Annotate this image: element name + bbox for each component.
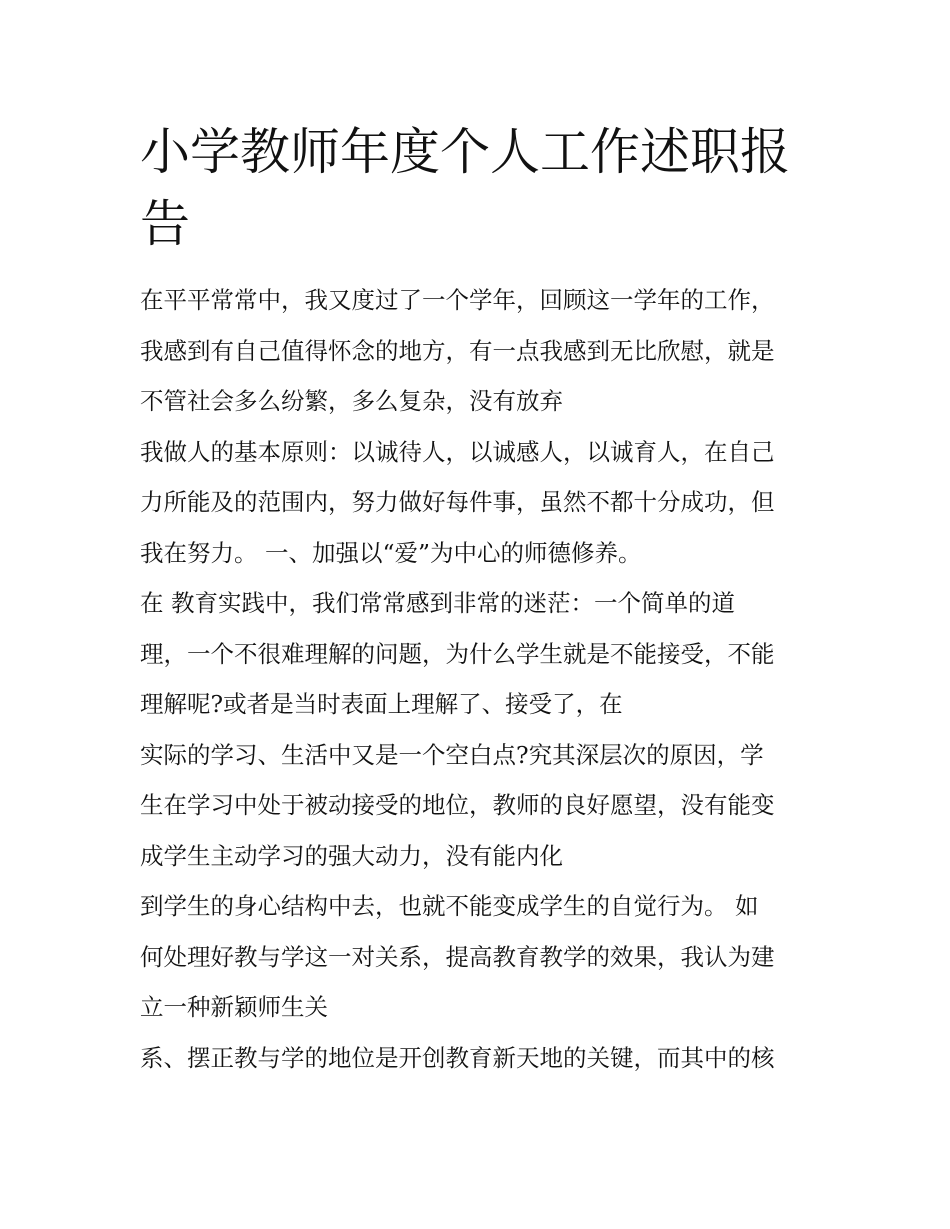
text-line: 我在努力。 一、加强以“爱”为中心的师德修养。 <box>140 538 642 567</box>
text-line: 实际的学习、生活中又是一个空白点?究其深层次的原因，学 <box>140 740 764 769</box>
text-line: 我做人的基本原则：以诚待人，以诚感人，以诚育人，在自己 <box>140 437 775 466</box>
title-line: 告 <box>140 195 190 253</box>
text-line: 我感到有自己值得怀念的地方，有一点我感到无比欣慰，就是 <box>140 336 775 365</box>
text-line: 不管社会多么纷繁，多么复杂，没有放弃 <box>140 387 563 415</box>
text-line: 到学生的身心结构中去，也就不能变成学生的自觉行为。 如 <box>140 892 759 920</box>
text-line: 在平平常常中，我又度过了一个学年，回顾这一学年的工作， <box>140 286 775 314</box>
text-line: 生在学习中处于被动接受的地位，教师的良好愿望，没有能变 <box>140 791 775 819</box>
title-line: 小学教师年度个人工作述职报 <box>140 123 790 181</box>
text-line: 系、摆正教与学的地位是开创教育新天地的关键，而其中的核 <box>140 1043 775 1072</box>
text-line: 力所能及的范围内，努力做好每件事，虽然不都十分成功，但 <box>140 488 775 516</box>
text-line: 理，一个不很难理解的问题，为什么学生就是不能接受，不能 <box>140 639 775 668</box>
text-line: 理解呢?或者是当时表面上理解了、接受了，在 <box>140 690 623 718</box>
document-title <box>140 116 820 260</box>
document-body <box>140 280 830 1088</box>
text-line: 成学生主动学习的强大动力，没有能内化 <box>140 841 563 870</box>
text-line: 何处理好教与学这一对关系，提高教育教学的效果，我认为建 <box>140 942 775 971</box>
text-line: 在 教育实践中，我们常常感到非常的迷茫：一个简单的道 <box>140 589 735 617</box>
text-line: 立一种新颖师生关 <box>140 993 328 1021</box>
